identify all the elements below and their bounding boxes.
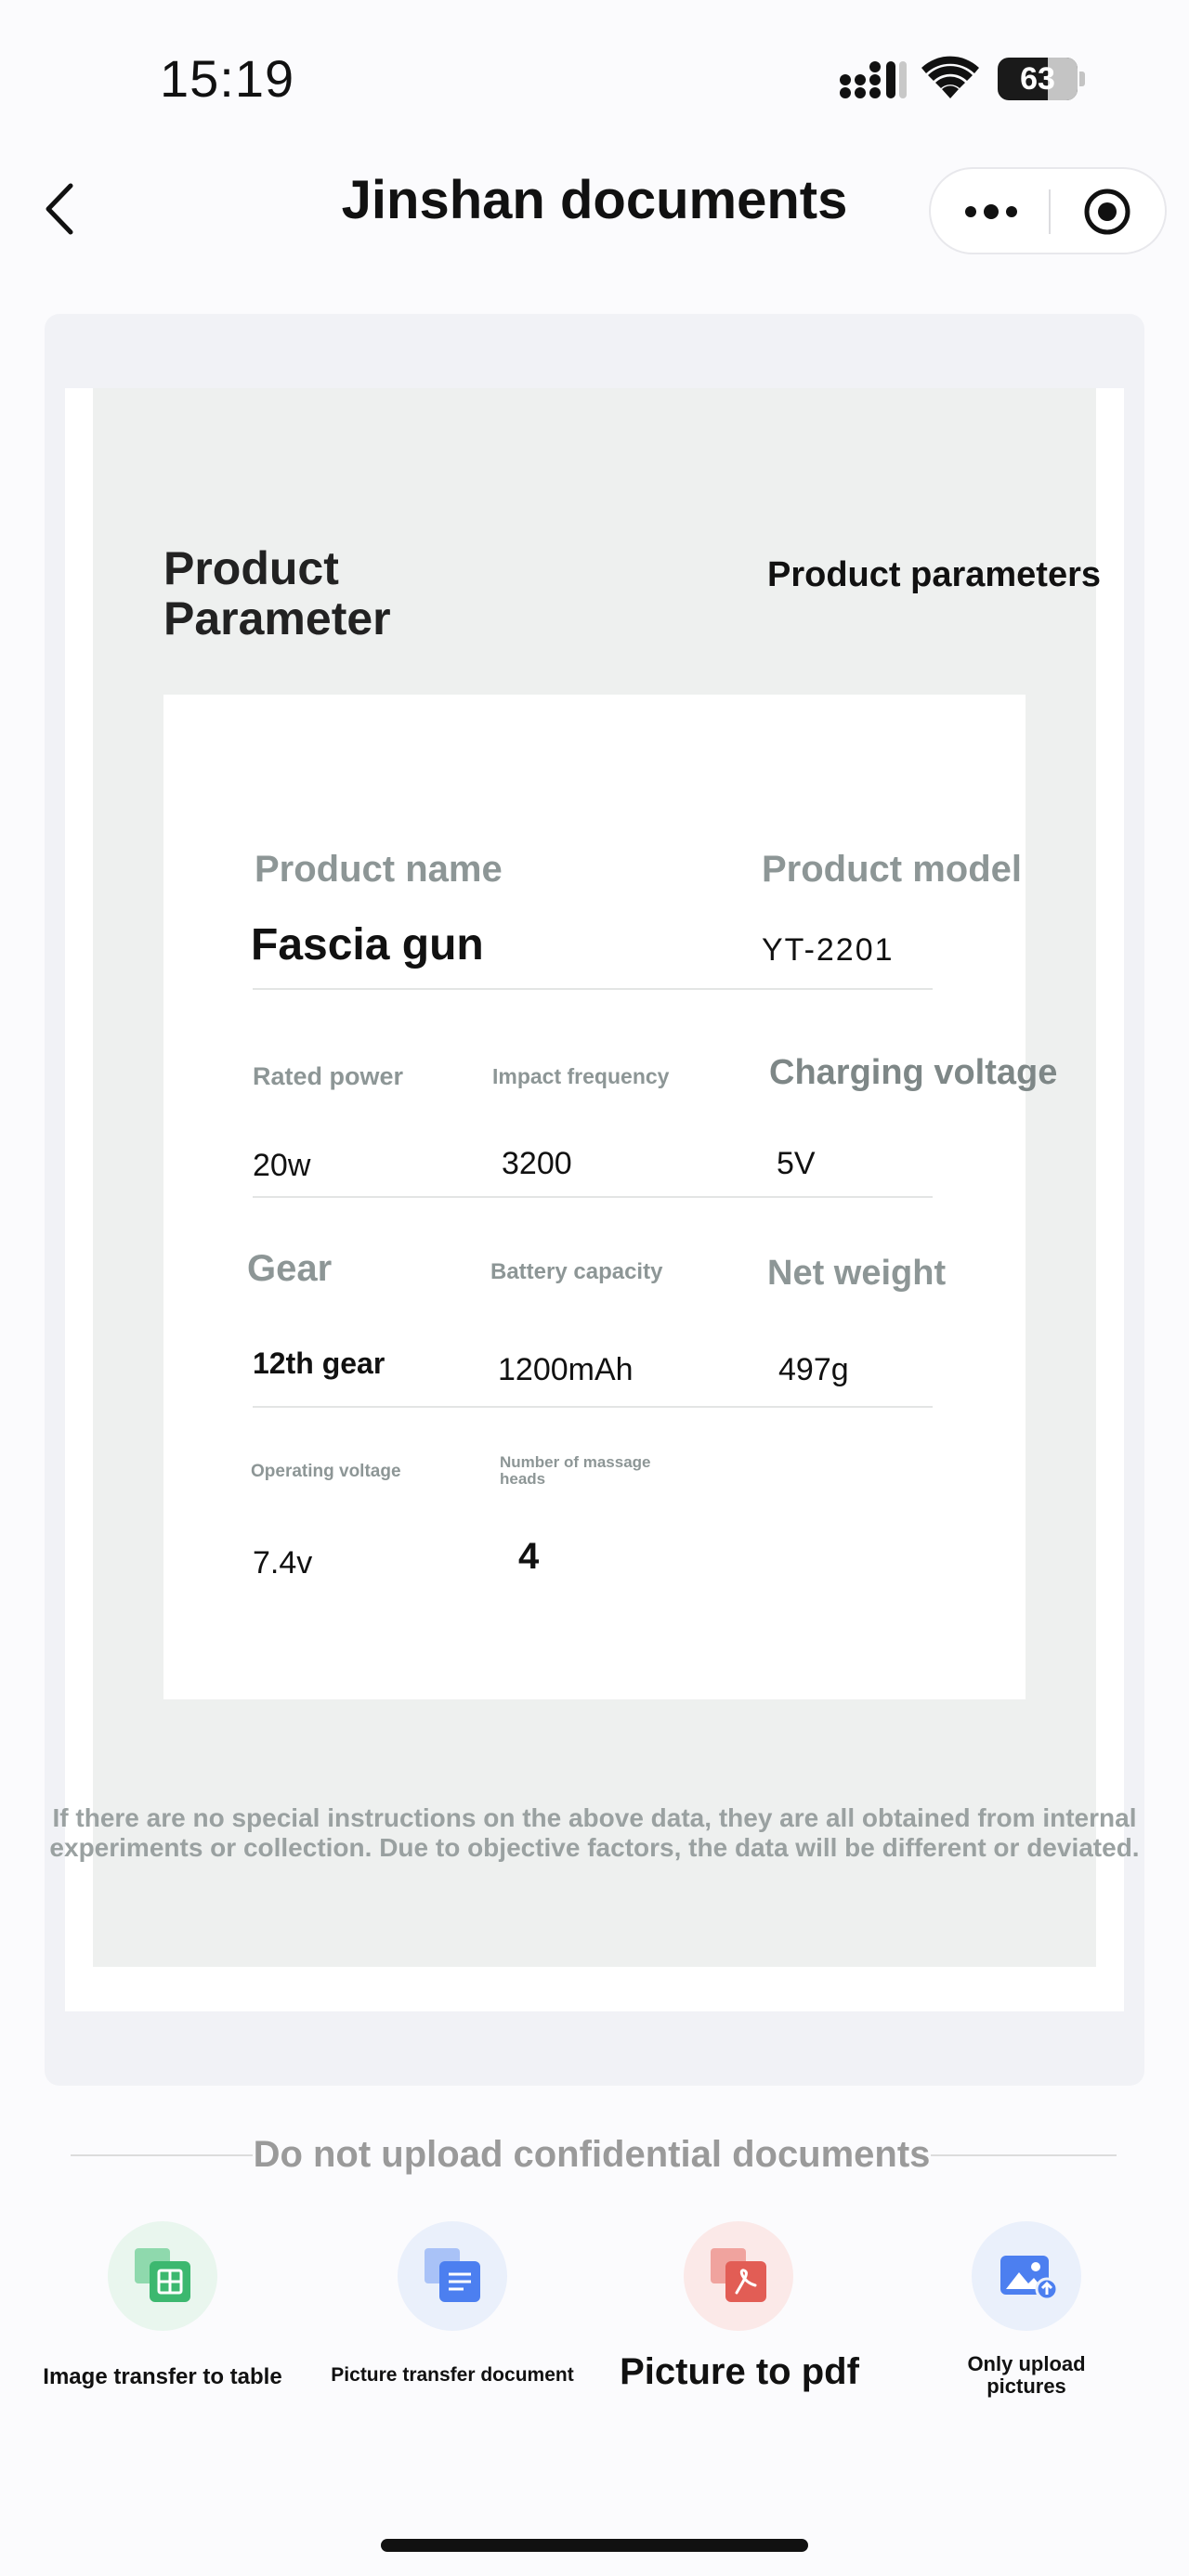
picture-to-document-button[interactable] <box>398 2221 507 2331</box>
battery-indicator <box>998 58 1087 100</box>
spec-value-battery-capacity: 1200mAh <box>498 1352 634 1387</box>
upload-picture-icon <box>995 2244 1058 2308</box>
spec-value-product-model: YT-2201 <box>762 932 895 968</box>
spec-label-massage-heads-line2: heads <box>500 1470 546 1488</box>
upload-picture-label[interactable] <box>920 2353 1133 2398</box>
spec-label-battery-capacity: Battery capacity <box>490 1259 663 1284</box>
spec-label-product-name: Product name <box>255 849 503 890</box>
warning-divider-left <box>71 2154 253 2156</box>
page-title: Jinshan documents <box>341 170 848 230</box>
status-time: 15:19 <box>160 49 295 108</box>
image-to-table-label[interactable]: Image transfer to table <box>43 2364 282 2389</box>
picture-to-document-label[interactable]: Picture transfer document <box>331 2364 574 2386</box>
warning-divider-right <box>931 2154 1117 2156</box>
spec-label-product-model: Product model <box>762 849 1023 890</box>
doc-heading-line1: Product <box>163 542 339 594</box>
spec-value-massage-heads: 4 <box>518 1536 540 1577</box>
picture-to-document-icon <box>421 2244 484 2308</box>
spec-label-impact-frequency: Impact frequency <box>492 1064 670 1088</box>
spec-value-charging-voltage: 5V <box>777 1146 816 1181</box>
more-dots-icon[interactable] <box>959 188 1024 236</box>
spec-value-net-weight: 497g <box>778 1352 849 1387</box>
spec-label-charging-voltage: Charging voltage <box>769 1053 1058 1092</box>
spec-value-impact-frequency: 3200 <box>502 1146 572 1181</box>
mini-program-capsule <box>929 167 1167 254</box>
picture-to-pdf-icon <box>707 2244 770 2308</box>
spec-row-divider <box>253 988 933 990</box>
doc-heading-product-parameters: Product parameters <box>767 555 1102 594</box>
cellular-signal-icon <box>840 59 907 100</box>
battery-level: 63 <box>1020 61 1055 97</box>
upload-picture-button[interactable] <box>972 2221 1081 2331</box>
doc-heading-product-parameter <box>163 543 391 644</box>
spec-label-net-weight: Net weight <box>767 1254 947 1293</box>
doc-heading-line2: Parameter <box>163 592 391 644</box>
spec-label-massage-heads-line1: Number of massage <box>500 1453 651 1471</box>
spec-label-rated-power: Rated power <box>253 1062 404 1090</box>
disclaimer-line1: If there are no special instructions on the above data, they are all obtained from internal <box>52 1803 1137 1832</box>
spec-label-gear: Gear <box>247 1248 333 1289</box>
home-indicator[interactable] <box>381 2539 808 2552</box>
back-button[interactable] <box>37 176 84 241</box>
image-to-table-button[interactable] <box>108 2221 217 2331</box>
capsule-divider <box>1049 189 1051 234</box>
spec-value-operating-voltage: 7.4v <box>253 1545 313 1581</box>
spec-row-divider <box>253 1196 933 1198</box>
spec-value-rated-power: 20w <box>253 1148 311 1183</box>
spec-row-divider <box>253 1406 933 1408</box>
upload-picture-label-line2: pictures <box>986 2374 1066 2398</box>
disclaimer-line2: experiments or collection. Due to objective factors, the data will be different or deviated. <box>49 1833 1140 1862</box>
document-disclaimer <box>28 1803 1161 1863</box>
picture-to-pdf-label[interactable]: Picture to pdf <box>620 2351 859 2392</box>
spec-label-operating-voltage: Operating voltage <box>251 1462 401 1481</box>
spec-value-gear: 12th gear <box>253 1347 385 1380</box>
confidential-warning: Do not upload confidential documents <box>253 2134 931 2175</box>
spec-label-massage-heads <box>500 1454 651 1488</box>
picture-to-pdf-button[interactable] <box>684 2221 793 2331</box>
upload-picture-label-line1: Only upload <box>967 2352 1086 2375</box>
spec-value-product-name: Fascia gun <box>251 920 484 969</box>
image-to-table-icon <box>131 2244 194 2308</box>
record-target-icon[interactable] <box>1079 188 1135 236</box>
wifi-icon <box>921 56 979 100</box>
